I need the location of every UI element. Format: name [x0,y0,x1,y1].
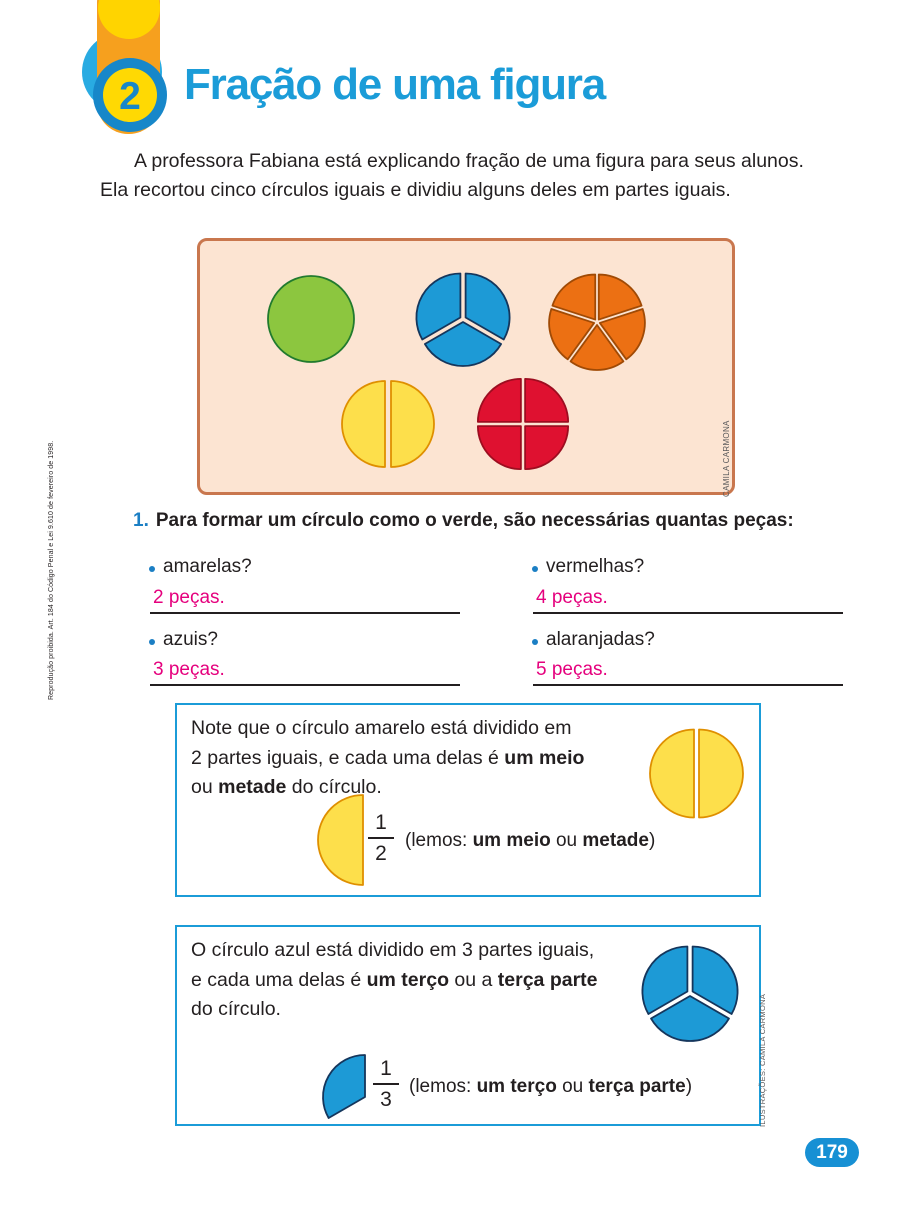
answer-line [533,684,843,686]
note-half-text: Note que o círculo amarelo está dividido em 2 partes iguais, e cada uma delas é um meio ou metade do círculo. [191,717,585,798]
page-title: Fração de uma figura [184,60,606,109]
item-label-alaranjadas: alaranjadas? [546,629,655,650]
bullet-icon [149,566,155,572]
illustrator-credit-bottom: ILUSTRAÇÕES: CAMILA CARMONA [758,993,767,1127]
one-third-piece-figure [319,1051,369,1123]
intro-line-1: A professora Fabiana está explicando fração de uma figura para seus alunos. [134,150,804,172]
answer-line [533,612,843,614]
fraction-denominator: 3 [380,1088,392,1111]
answer-line [150,684,460,686]
item-label-vermelhas: vermelhas? [546,556,645,577]
legal-sidebar-text: Reprodução proibida. Art. 184 do Código Penal e Lei 9.610 de fevereiro de 1998. [48,440,55,700]
bullet-icon [532,639,538,645]
blue-thirds-figure [641,944,739,1042]
note-third-text: O círculo azul está dividido em 3 partes iguais, e cada uma delas é um terço ou a terça parte do círculo. [191,939,598,1020]
answer-azuis: 3 peças. [153,659,225,680]
page-number-badge: 179 [805,1138,859,1167]
question-1-heading [133,510,794,532]
item-label-azuis: azuis? [163,629,218,650]
question-prompt: Para formar um círculo como o verde, são necessárias quantas peças: [155,510,794,531]
unit-number: 2 [119,75,141,118]
fraction-numerator: 1 [375,811,387,834]
answer-line [150,612,460,614]
fraction-numerator: 1 [380,1057,392,1080]
answer-amarelas: 2 peças. [153,587,225,608]
yellow-halves-figure [648,725,745,822]
answer-vermelhas: 4 peças. [536,587,608,608]
note-box-one-half [175,703,761,897]
fraction-bar [368,837,394,839]
fraction-one-half [366,812,396,864]
intro-line-2: Ela recortou cinco círculos iguais e dividiu alguns deles em partes iguais. [100,178,731,201]
fraction-bar [373,1083,399,1085]
answer-alaranjadas: 5 peças. [536,659,608,680]
circles-panel [197,238,735,495]
bullet-icon [149,639,155,645]
reading-one-half: (lemos: um meio ou metade) [405,830,656,851]
unit-badge [80,0,170,145]
intro-paragraph [100,147,804,204]
illustrator-credit-panel: CAMILA CARMONA [722,420,731,497]
fraction-circles-figure [200,241,732,492]
fraction-one-third [371,1058,401,1110]
fraction-denominator: 2 [375,842,387,865]
note-box-one-third [175,925,761,1126]
bullet-icon [532,566,538,572]
question-number: 1. [133,510,149,531]
item-label-amarelas: amarelas? [163,556,252,577]
reading-one-third: (lemos: um terço ou terça parte) [409,1076,693,1097]
one-half-piece-figure [315,792,367,888]
